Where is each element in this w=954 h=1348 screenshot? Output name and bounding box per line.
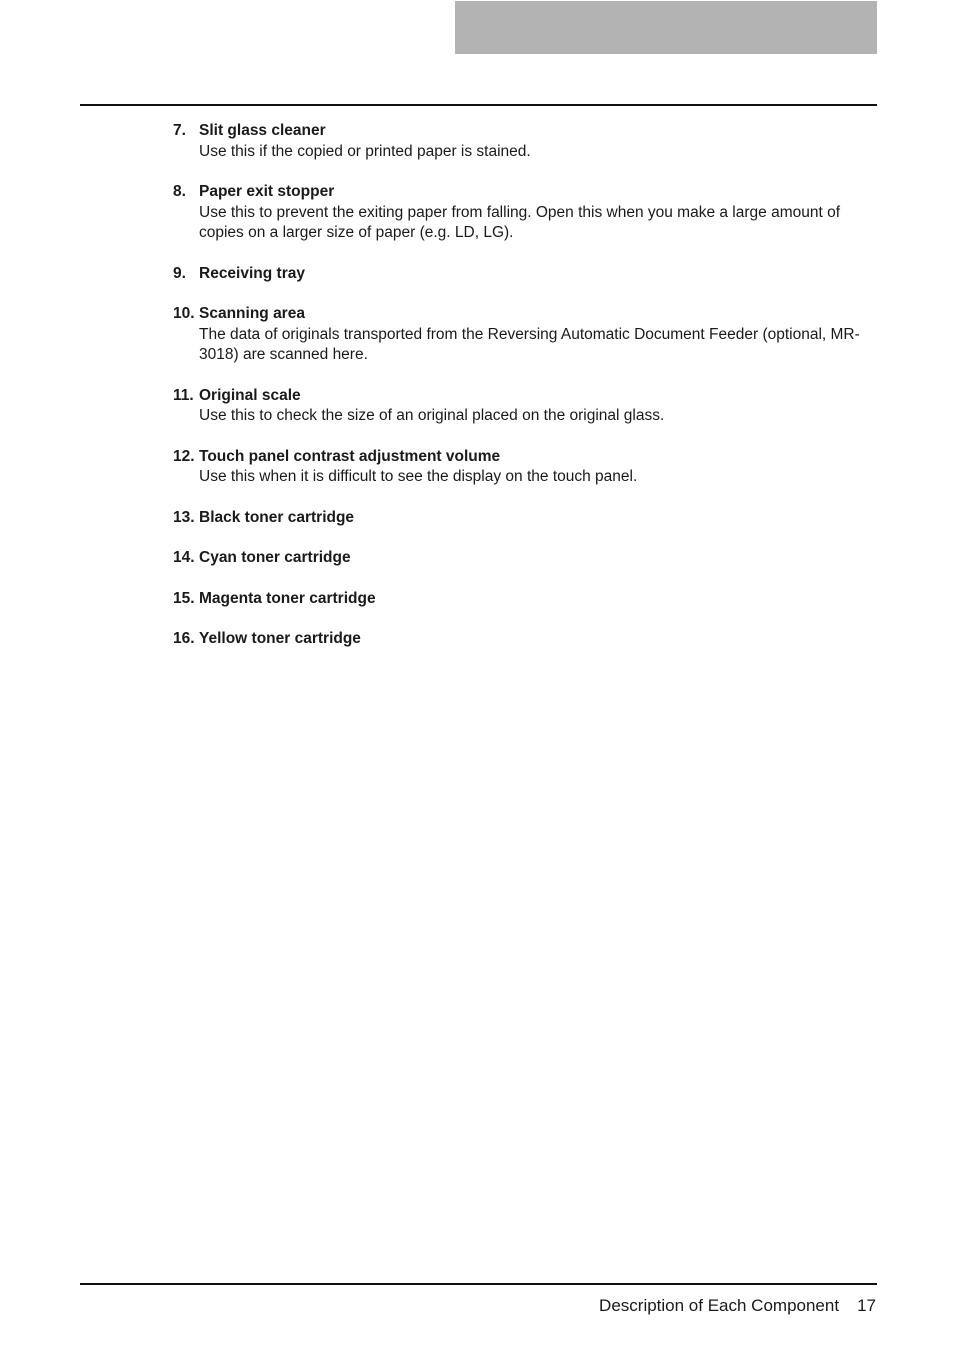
bottom-rule [80,1283,877,1285]
item-description: Use this when it is difficult to see the display on the touch panel. [199,468,638,485]
item-description: Use this to check the size of an original placed on the original glass. [199,407,665,424]
item-title: Scanning area [199,305,305,322]
item-title: Original scale [199,386,301,404]
item-number: 9. [173,264,186,282]
item-number: 16. [173,630,195,647]
list-item [173,548,877,569]
item-number: 13. [173,508,195,526]
item-title: Cyan toner cartridge [199,549,351,566]
list-item [173,182,877,244]
item-title: Slit glass cleaner [199,122,326,139]
item-title: Receiving tray [199,264,305,282]
list-item [173,304,877,366]
item-number: 8. [173,183,186,200]
top-rule [80,104,877,106]
item-number: 14. [173,549,195,566]
item-number: 12. [173,447,195,465]
list-item [173,121,877,162]
item-title: Black toner cartridge [199,508,355,526]
item-title: Magenta toner cartridge [199,589,376,607]
list-item [173,629,877,650]
item-number: 10. [173,305,195,322]
page-number: 17 [857,1296,876,1315]
item-description: Use this if the copied or printed paper is stained. [199,142,531,160]
item-title: Yellow toner cartridge [199,630,361,647]
footer-section-title: Description of Each Component [599,1296,840,1315]
page-footer [599,1295,876,1317]
component-list [173,121,877,670]
list-item [173,447,877,488]
item-number: 7. [173,122,186,139]
list-item [173,589,877,610]
item-description: Use this to prevent the exiting paper from falling. Open this when you make a large amount of copies on a larger size of paper (e.g. LD, LG). [199,203,841,241]
list-item [173,264,877,285]
item-title: Touch panel contrast adjustment volume [199,447,501,465]
item-description: The data of originals transported from the Reversing Automatic Document Feeder (optional, MR-3018) are scanned here. [199,325,860,363]
list-item [173,386,877,427]
item-title: Paper exit stopper [199,183,335,200]
item-number: 15. [173,589,195,607]
header-tab [455,1,877,54]
list-item [173,508,877,529]
item-number: 11. [173,386,194,404]
